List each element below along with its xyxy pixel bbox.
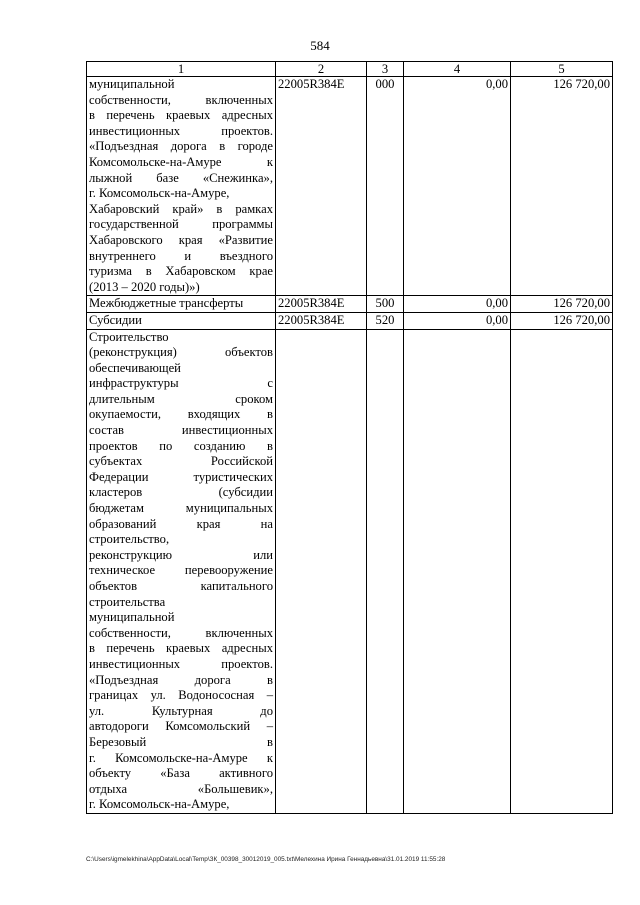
table-row [87, 329, 613, 813]
desc-line: ул. Культурная до [89, 703, 273, 718]
desc-line: инвестиционных проектов. [89, 656, 273, 671]
desc-line: муниципальной [89, 610, 175, 625]
desc-line: муниципальной [89, 77, 175, 91]
table-row [87, 312, 613, 329]
desc-line: собственности, включенных [89, 92, 273, 107]
desc-line: государственной программы [89, 217, 273, 232]
budget-table [86, 61, 613, 814]
desc-line: автодороги Комсомольский – [89, 719, 273, 734]
desc-line: образований края на [89, 516, 273, 531]
page-number: 584 [310, 38, 330, 53]
expense-type-code: 520 [367, 312, 404, 329]
column-header-1: 1 [87, 62, 276, 77]
desc-line: длительным сроком [89, 391, 273, 406]
desc-line: Комсомольске-на-Амуре к [89, 154, 273, 169]
desc-line: состав инвестиционных [89, 423, 273, 438]
amount-col5 [511, 329, 613, 813]
desc-line: реконструкцию или [89, 547, 273, 562]
column-header-4: 4 [404, 62, 511, 77]
column-header-3: 3 [367, 62, 404, 77]
desc-line: (реконструкция) объектов [89, 345, 273, 360]
amount-col4: 0,00 [404, 77, 511, 296]
desc-line: Березовый в [89, 734, 273, 749]
desc-line: г. Комсомольск-на-Амуре, [89, 797, 230, 812]
desc-line: субъектах Российской [89, 454, 273, 469]
desc-line: Строительство [89, 329, 169, 344]
desc-line: строительства [89, 594, 166, 609]
desc-line: внутреннего и въездного [89, 248, 273, 263]
desc-line: техническое перевооружение [89, 563, 273, 578]
desc-line: бюджетам муниципальных [89, 501, 273, 516]
desc-line: кластеров (субсидии [89, 485, 273, 500]
desc-line: в перечень краевых адресных [89, 641, 273, 656]
column-header-5: 5 [511, 62, 613, 77]
table-row [87, 77, 613, 296]
desc-line: окупаемости, входящих в [89, 407, 273, 422]
desc-line: объектов капитального [89, 579, 273, 593]
target-article-code: 22005R384E [276, 77, 367, 296]
amount-col4: 0,00 [404, 296, 511, 313]
desc-line: объекту «База активного [89, 766, 273, 781]
amount-col5: 126 720,00 [511, 296, 613, 313]
desc-line: в перечень краевых адресных [89, 108, 273, 123]
amount-col5: 126 720,00 [511, 77, 613, 296]
desc-line: «Подъездная дорога в городе [89, 139, 273, 154]
amount-col5: 126 720,00 [511, 312, 613, 329]
row-description [87, 329, 276, 813]
desc-line: г. Комсомольске-на-Амуре к [89, 750, 273, 765]
desc-line: проектов по созданию в [89, 438, 273, 453]
expense-type-code: 000 [367, 77, 404, 296]
desc-line: «Подъездная дорога в [89, 672, 273, 687]
amount-col4: 0,00 [404, 312, 511, 329]
desc-line: Хабаровского края «Развитие [89, 232, 273, 247]
desc-line: г. Комсомольск-на-Амуре, [89, 186, 230, 201]
column-header-2: 2 [276, 62, 367, 77]
desc-line: лыжной базе «Снежинка», [89, 170, 273, 185]
row-description [87, 77, 276, 296]
desc-line: инфраструктуры с [89, 376, 273, 391]
expense-type-code: 500 [367, 296, 404, 313]
desc-line: собственности, включенных [89, 625, 273, 640]
desc-line: обеспечивающей [89, 360, 181, 375]
desc-line: Хабаровский край» в рамках [89, 201, 273, 216]
document-footer-path: C:\Users\igmelekhina\AppData\Local\Temp\ЗК_00398_30012019_005.txt\Мелехина Ирина Геннадьевна\31.01.2019 11:55:28 [86, 856, 446, 863]
target-article-code: 22005R384E [276, 312, 367, 329]
table-header-row [87, 62, 613, 77]
desc-line: строительство, [89, 532, 170, 547]
row-description: Межбюджетные трансферты [87, 296, 276, 313]
desc-line: Федерации туристических [89, 469, 273, 484]
row-description: Субсидии [87, 312, 276, 329]
table-row [87, 296, 613, 313]
desc-line: границах ул. Водоносоcная – [89, 688, 273, 703]
target-article-code [276, 329, 367, 813]
desc-line: (2013 – 2020 годы)») [89, 279, 200, 294]
target-article-code: 22005R384E [276, 296, 367, 313]
desc-line: туризма в Хабаровском крае [89, 264, 273, 279]
desc-line: отдыха «Большевик», [89, 781, 273, 796]
expense-type-code [367, 329, 404, 813]
amount-col4 [404, 329, 511, 813]
desc-line: инвестиционных проектов. [89, 123, 273, 138]
